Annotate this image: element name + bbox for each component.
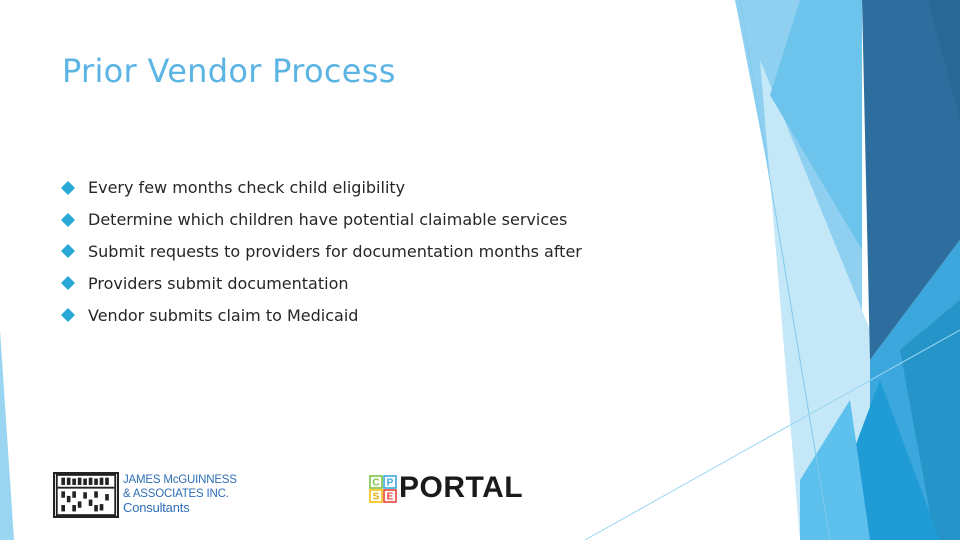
left-accent-strip (0, 330, 14, 540)
cpse-letter-s: S (372, 491, 380, 503)
list-item (60, 172, 582, 204)
list-item (60, 267, 582, 299)
cpse-letter-c: C (372, 477, 380, 489)
bullet-text: Submit requests to providers for documentation months after (88, 241, 582, 261)
diamond-icon (60, 180, 76, 196)
cpse-letter-e: E (386, 491, 394, 503)
diamond-icon (60, 307, 76, 323)
diamond-icon (60, 275, 76, 291)
list-item (60, 204, 582, 236)
jmc-logo (53, 472, 238, 518)
bullet-text: Providers submit documentation (88, 273, 349, 293)
list-item (60, 236, 582, 268)
abacus-icon (53, 472, 119, 518)
bullet-text: Vendor submits claim to Medicaid (88, 305, 359, 325)
jmc-logo-text (123, 473, 237, 515)
portal-wordmark: PORTAL (399, 471, 524, 504)
jmc-line-1: JAMES McGUINNESS (123, 474, 237, 486)
diamond-icon (60, 243, 76, 259)
bullet-text: Every few months check child eligibility (88, 178, 406, 198)
jmc-line-3: Consultants (123, 500, 190, 515)
diamond-icon (60, 212, 76, 228)
list-item (60, 299, 582, 331)
bullet-text: Determine which children have potential claimable services (88, 210, 568, 230)
jmc-line-2: & ASSOCIATES INC. (123, 488, 229, 500)
cpse-blocks-icon (369, 475, 397, 503)
slide-title: Prior Vendor Process (62, 52, 396, 90)
cpse-letter-p: P (386, 477, 394, 489)
bullet-list (60, 172, 582, 331)
